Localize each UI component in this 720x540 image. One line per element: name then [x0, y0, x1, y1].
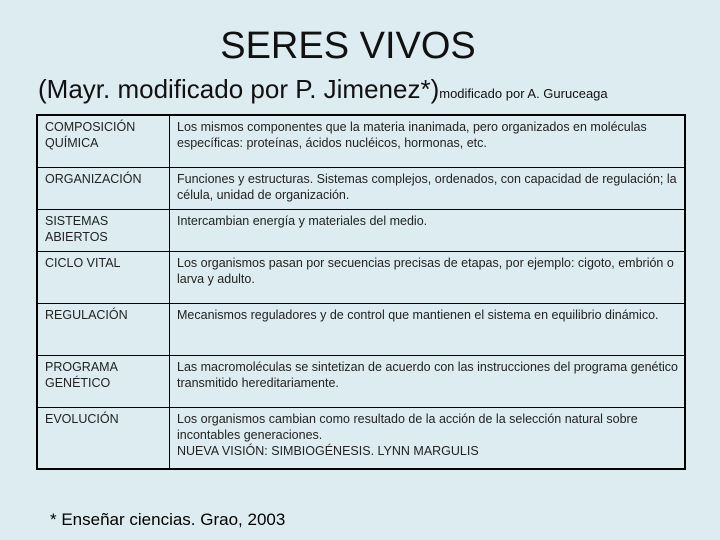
- row-text: Mecanismos reguladores y de control que mantienen el sistema en equilibrio dinámico.: [170, 303, 686, 355]
- table-row: [37, 303, 685, 355]
- subtitle-main: (Mayr. modificado por P. Jimenez*): [38, 74, 440, 104]
- row-label: ORGANIZACIÓN: [37, 167, 170, 209]
- page-title: SERES VIVOS: [220, 25, 476, 67]
- row-text-cell: [170, 407, 686, 469]
- characteristics-table: [36, 114, 686, 470]
- row-text: Los mismos componentes que la materia inanimada, pero organizados en moléculas específicas: proteínas, ácidos nucléicos, hormonas, etc.: [170, 115, 686, 167]
- subtitle-credit: modificado por A. Guruceaga: [439, 86, 608, 101]
- table-row: [37, 251, 685, 303]
- table-row: [37, 355, 685, 407]
- table-row: [37, 115, 685, 167]
- row-text: Funciones y estructuras. Sistemas complejos, ordenados, con capacidad de regulación; la célula, unidad de organización.: [170, 167, 686, 209]
- footnote: * Enseñar ciencias. Grao, 2003: [50, 510, 286, 529]
- row-text: Intercambian energía y materiales del medio.: [170, 209, 686, 251]
- table-row: [37, 209, 685, 251]
- row-label: PROGRAMA GENÉTICO: [37, 355, 170, 407]
- row-text: Los organismos pasan por secuencias precisas de etapas, por ejemplo: cigoto, embrión o larva y adulto.: [170, 251, 686, 303]
- table-row: [37, 167, 685, 209]
- row-label: CICLO VITAL: [37, 251, 170, 303]
- row-label: EVOLUCIÓN: [37, 407, 170, 469]
- row-text: Las macromoléculas se sintetizan de acuerdo con las instrucciones del programa genético transmitido hereditariamente.: [170, 355, 686, 407]
- row-text-extra: NUEVA VISIÓN: SIMBIOGÉNESIS. LYNN MARGULIS: [177, 443, 479, 458]
- row-label: SISTEMAS ABIERTOS: [37, 209, 170, 251]
- row-label: REGULACIÓN: [37, 303, 170, 355]
- table-row: [37, 407, 685, 469]
- subtitle: [38, 74, 608, 109]
- row-label: COMPOSICIÓN QUÍMICA: [37, 115, 170, 167]
- row-text: Los organismos cambian como resultado de la acción de la selección natural sobre incontables generaciones.: [177, 411, 638, 442]
